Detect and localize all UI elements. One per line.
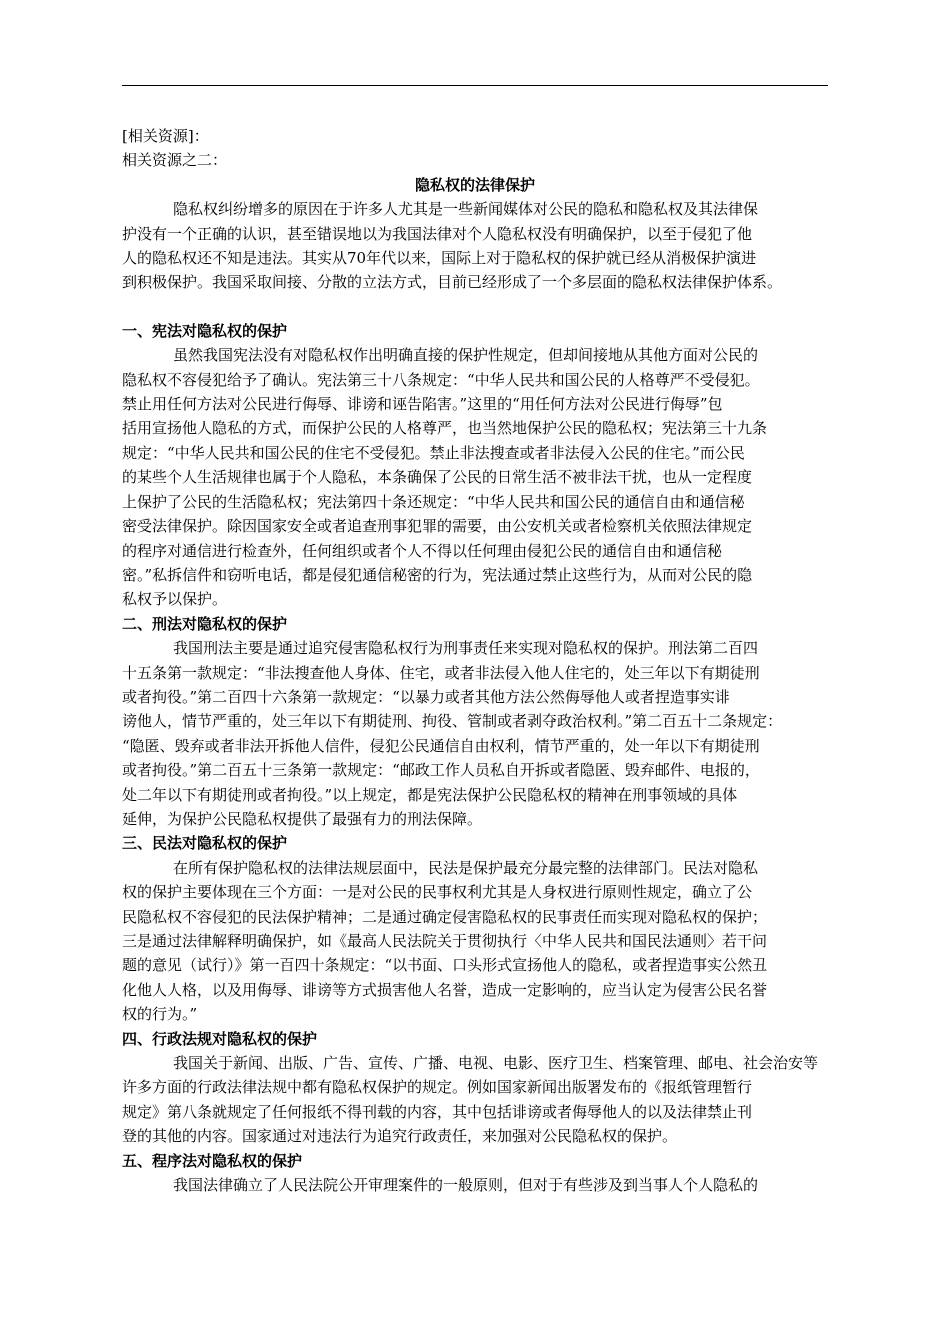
section-line: 民隐私权不容侵犯的民法保护精神；二是通过确定侵害隐私权的民事责任而实现对隐私权的保护；: [122, 907, 768, 926]
section-line: 谤他人，情节严重的，处三年以下有期徒刑、拘役、管制或者剥夺政治权利。”第二百五十二条规定：: [122, 712, 783, 731]
section-line: 权的行为。”: [122, 1005, 198, 1024]
section-heading: 四、行政法规对隐私权的保护: [122, 1029, 318, 1048]
section-line: 题的意见（试行）》第一百四十条规定：“以书面、口头形式宣扬他人的隐私，或者捏造事实公然丑: [122, 956, 768, 975]
section-line: 虽然我国宪法没有对隐私权作出明确直接的保护性规定，但却间接地从其他方面对公民的: [173, 346, 759, 365]
section-line: 隐私权不容侵犯给予了确认。宪法第三十八条规定：“中华人民共和国公民的人格尊严不受侵犯。: [122, 370, 760, 389]
section-constitution: [122, 319, 828, 612]
section-line: 十五条第一款规定：“非法搜查他人身体、住宅，或者非法侵入他人住宅的，处三年以下有期徒刑: [122, 663, 760, 682]
intro-line: 护没有一个正确的认识，甚至错误地以为我国法律对个人隐私权没有明确保护，以至于侵犯了他: [122, 224, 753, 243]
section-line: 延伸，为保护公民隐私权提供了最强有力的刑法保障。: [122, 809, 483, 828]
section-heading: 一、宪法对隐私权的保护: [122, 321, 288, 340]
section-heading: 三、民法对隐私权的保护: [122, 834, 288, 853]
section-line: 登的其他的内容。国家通过对违法行为追究行政责任，来加强对公民隐私权的保护。: [122, 1127, 678, 1146]
section-line: 我国法律确立了人民法院公开审理案件的一般原则，但对于有些涉及到当事人个人隐私的: [173, 1176, 759, 1195]
section-line: 密。”私拆信件和窃听电话，都是侵犯通信秘密的行为，宪法通过禁止这些行为，从而对公民的隐: [122, 565, 753, 584]
section-line: “隐匿、毁弃或者非法开拆他人信件，侵犯公民通信自由权利，情节严重的，处一年以下有期徒刑: [122, 736, 760, 755]
section-civil-law: [122, 831, 828, 1026]
section-line: 密受法律保护。除因国家安全或者追查刑事犯罪的需要，由公安机关或者检察机关依照法律规定: [122, 517, 753, 536]
section-line: 处二年以下有期徒刑或者拘役。”以上规定，都是宪法保护公民隐私权的精神在刑事领域的具体: [122, 785, 738, 804]
section-line: 的程序对通信进行检查外，任何组织或者个人不得以任何理由侵犯公民的通信自由和通信秘: [122, 541, 723, 560]
section-heading: 二、刑法对隐私权的保护: [122, 614, 288, 633]
section-heading: 五、程序法对隐私权的保护: [122, 1151, 303, 1170]
intro-line: 人的隐私权还不知是违法。其实从70年代以来，国际上对于隐私权的保护就已经从消极保护演进: [122, 249, 757, 268]
article-title: 隐私权的法律保护: [414, 175, 535, 194]
section-criminal-law: [122, 612, 828, 832]
section-line: 括用宣扬他人隐私的方式，而保护公民的人格尊严，也当然地保护公民的隐私权；宪法第三十九条: [122, 419, 768, 438]
section-line: 我国刑法主要是通过追究侵害隐私权行为刑事责任来实现对隐私权的保护。刑法第二百四: [173, 639, 759, 658]
section-administrative-law: [122, 1027, 828, 1149]
section-line: 或者拘役。”第二百五十三条第一款规定：“邮政工作人员私自开拆或者隐匿、毁弃邮件、电报的，: [122, 761, 760, 780]
document-body: [122, 124, 828, 1197]
section-line: 化他人人格，以及用侮辱、诽谤等方式损害他人名誉，造成一定影响的，应当认定为侵害公民名誉: [122, 980, 768, 999]
header-rule: [122, 85, 828, 86]
resource-subtitle: 相关资源之二：: [122, 151, 228, 170]
section-line: 禁止用任何方法对公民进行侮辱、诽谤和诬告陷害。”这里的“用任何方法对公民进行侮辱”包: [122, 395, 723, 414]
section-line: 许多方面的行政法律法规中都有隐私权保护的规定。例如国家新闻出版署发布的《报纸管理暂行: [122, 1078, 753, 1097]
paragraph-gap: [122, 295, 828, 319]
section-procedural-law: [122, 1149, 828, 1198]
section-line: 权的保护主要体现在三个方面：一是对公民的民事权利尤其是人身权进行原则性规定，确立了公: [122, 883, 753, 902]
section-line: 三是通过法律解释明确保护，如《最高人民法院关于贯彻执行〈中华人民共和国民法通则〉若干问: [122, 932, 768, 950]
section-line: 的某些个人生活规律也属于个人隐私，本条确保了公民的日常生活不被非法干扰，也从一定程度: [122, 468, 753, 487]
intro-line: 到积极保护。我国采取间接、分散的立法方式，目前已经形成了一个多层面的隐私权法律保护体系。: [122, 273, 783, 292]
section-line: 规定：“中华人民共和国公民的住宅不受侵犯。禁止非法搜查或者非法侵入公民的住宅。”而公民: [122, 443, 745, 462]
resource-label: [相关资源]：: [122, 127, 209, 145]
intro-paragraph: [122, 197, 828, 295]
section-line: 在所有保护隐私权的法律法规层面中，民法是保护最充分最完整的法律部门。民法对隐私: [173, 858, 759, 877]
section-line: 规定》第八条就规定了任何报纸不得刊载的内容，其中包括诽谤或者侮辱他人的以及法律禁止刊: [122, 1102, 753, 1121]
section-line: 上保护了公民的生活隐私权；宪法第四十条还规定：“中华人民共和国公民的通信自由和通信秘: [122, 492, 745, 511]
section-line: 或者拘役。”第二百四十六条第一款规定：“以暴力或者其他方法公然侮辱他人或者捏造事实诽: [122, 687, 730, 706]
section-line: 私权予以保护。: [122, 590, 228, 609]
section-line: 我国关于新闻、出版、广告、宣传、广播、电视、电影、医疗卫生、档案管理、邮电、社会治安等: [173, 1054, 819, 1073]
intro-line: 隐私权纠纷增多的原因在于许多人尤其是一些新闻媒体对公民的隐私和隐私权及其法律保: [173, 200, 759, 219]
